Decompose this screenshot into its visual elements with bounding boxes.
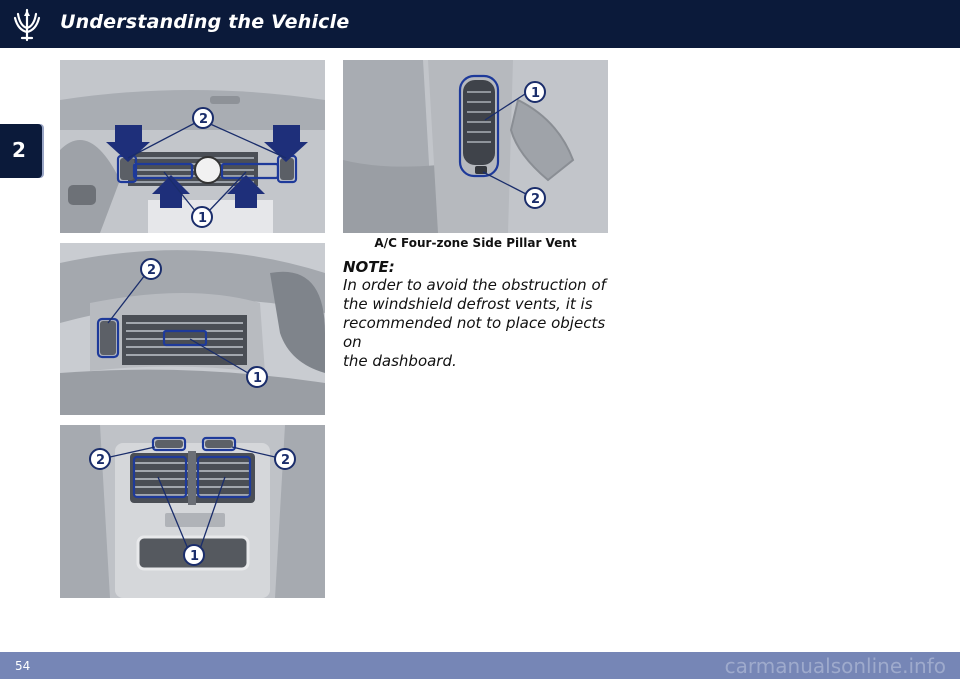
chapter-tab[interactable] bbox=[0, 124, 42, 178]
callout-2-right bbox=[275, 449, 295, 469]
svg-text:1: 1 bbox=[190, 549, 200, 564]
figure-caption: A/C Four-zone Side Pillar Vent bbox=[374, 236, 577, 250]
note-label: NOTE: bbox=[343, 258, 395, 276]
chapter-number: 2 bbox=[12, 138, 26, 162]
note-text bbox=[343, 276, 613, 371]
note-line: the dashboard. bbox=[343, 352, 457, 370]
callout-1 bbox=[184, 545, 204, 565]
note-line: recommended not to place objects on bbox=[343, 314, 606, 351]
svg-text:1: 1 bbox=[253, 371, 263, 386]
svg-text:1: 1 bbox=[198, 211, 208, 226]
page-footer bbox=[0, 652, 960, 679]
side-dashboard-vent-figure bbox=[60, 243, 325, 415]
svg-text:2: 2 bbox=[96, 453, 106, 468]
svg-text:2: 2 bbox=[147, 263, 157, 278]
dashboard-vents-figure bbox=[60, 60, 325, 233]
trident-logo-icon bbox=[12, 8, 42, 42]
page-title: Understanding the Vehicle bbox=[60, 11, 350, 33]
callout-1 bbox=[192, 207, 212, 227]
svg-text:1: 1 bbox=[531, 86, 541, 101]
svg-text:2: 2 bbox=[281, 453, 291, 468]
callout-1 bbox=[247, 367, 267, 387]
page-header bbox=[0, 0, 960, 48]
svg-text:2: 2 bbox=[199, 112, 209, 127]
rear-console-vents-figure bbox=[60, 425, 325, 598]
svg-text:2: 2 bbox=[531, 192, 541, 207]
callout-2-left bbox=[90, 449, 110, 469]
callout-2 bbox=[141, 259, 161, 279]
callout-2 bbox=[193, 108, 213, 128]
watermark: carmanualsonline.info bbox=[724, 654, 946, 678]
page-number: 54 bbox=[15, 659, 31, 673]
callout-2 bbox=[525, 188, 545, 208]
note-line: the windshield defrost vents, it is bbox=[343, 295, 593, 313]
side-pillar-vent-figure bbox=[343, 60, 608, 233]
note-line: In order to avoid the obstruction of bbox=[343, 276, 606, 294]
callout-1 bbox=[525, 82, 545, 102]
